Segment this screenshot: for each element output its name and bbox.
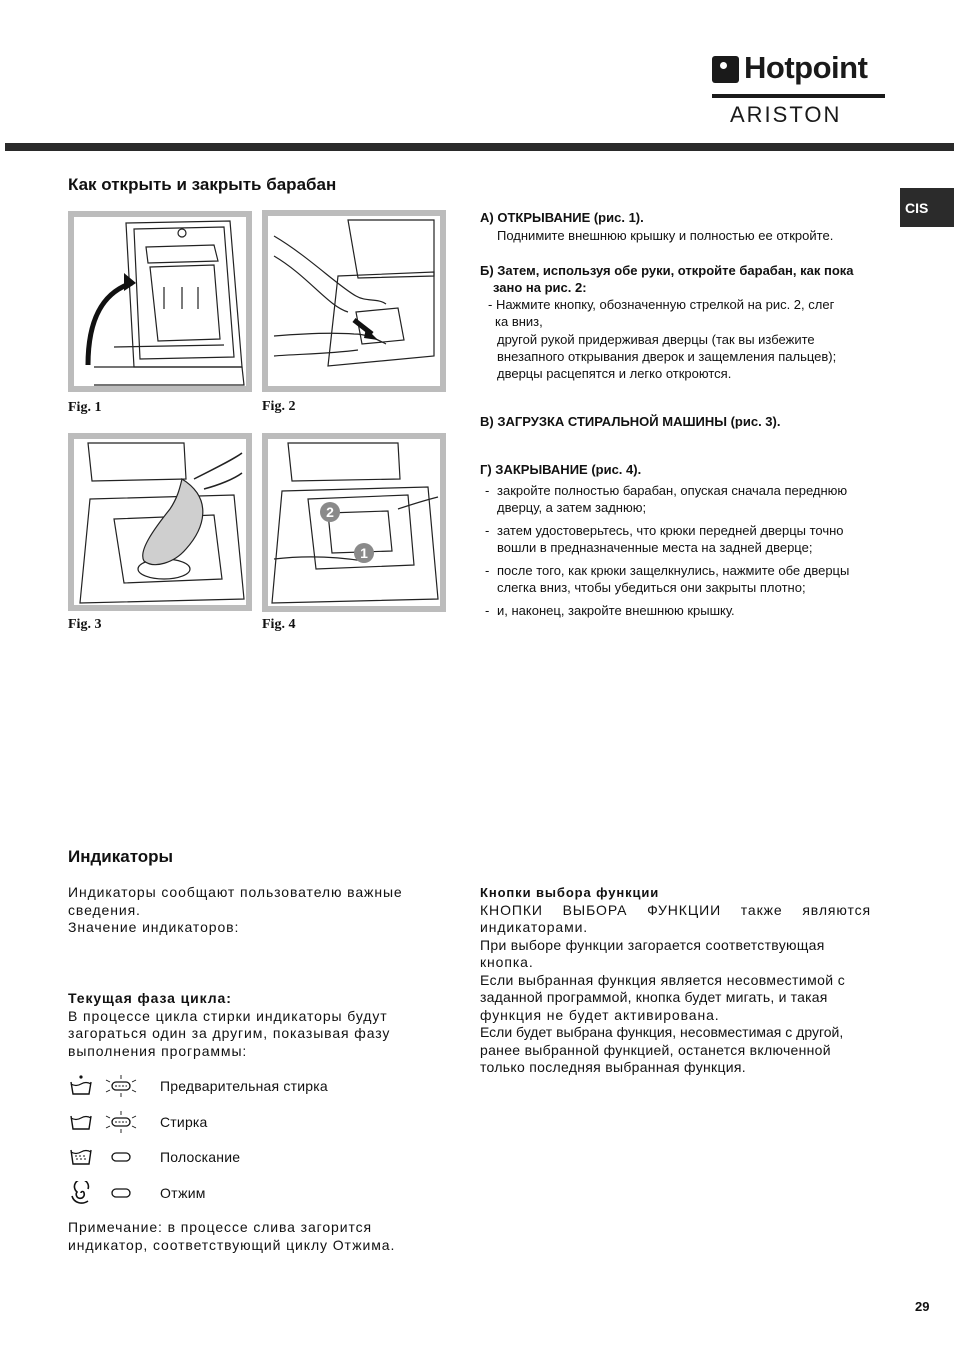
list-item-line-1: после того, как крюки защелкнулись, нажмите обе дверцы: [497, 563, 850, 578]
figure-1-caption: Fig. 1: [68, 400, 102, 415]
indicator-light-off-icon: [104, 1145, 138, 1169]
fig3-illustration: [74, 439, 246, 605]
note-line-2: индикатор, соответствующий циклу Отжима.: [68, 1236, 396, 1253]
phase-title: Текущая фаза цикла:: [68, 990, 232, 1006]
step-b-line-3: другой рукой придерживая дверцы (так вы избежите: [497, 332, 815, 347]
intro-line-2: сведения.: [68, 901, 141, 918]
figure-2-caption: Fig. 2: [262, 399, 296, 414]
indicator-light-blinking-icon: [104, 1074, 138, 1098]
note-block: [68, 1219, 446, 1254]
indicator-light-off-icon: [104, 1181, 138, 1205]
function-line: заданной программой, кнопка будет мигать, и такая: [480, 989, 828, 1005]
phase-line-3: выполнения программы:: [68, 1042, 248, 1059]
language-tab: CIS: [900, 188, 954, 227]
function-line: индикаторами.: [480, 919, 589, 935]
rinse-icon: [68, 1145, 94, 1169]
list-item: [485, 562, 895, 602]
step-b-title-1: Б) Затем, используя обе руки, откройте барабан, как пока: [480, 263, 854, 278]
section-title-drum: Как открыть и закрыть барабан: [68, 175, 337, 194]
indicator-row-spin: [68, 1181, 206, 1205]
list-item-line-2: слегка вниз, чтобы убедиться они закрыты плотно;: [497, 580, 806, 595]
indicator-label: Отжим: [160, 1185, 206, 1201]
figure-4: [262, 433, 446, 612]
function-block: [480, 884, 871, 1077]
step-d-title: Г) ЗАКРЫВАНИЕ (рис. 4).: [480, 462, 642, 477]
fig1-illustration: [74, 217, 246, 386]
function-title: Кнопки выбора функции: [480, 885, 660, 900]
step-b-line-4: внезапного открывания дверок и защемления пальцев);: [497, 349, 837, 364]
indicator-light-blinking-icon: [104, 1110, 138, 1134]
figure-1: [68, 211, 252, 392]
list-item-line-2: дверцу, а затем заднюю;: [497, 500, 647, 515]
step-b-line-5: дверцы расцепятся и легко откроются.: [497, 366, 732, 381]
page-number: 29: [915, 1299, 930, 1314]
list-item-line-1: и, наконец, закройте внешнюю крышку.: [497, 603, 735, 618]
header-rule: [5, 143, 954, 151]
figure-3-caption: Fig. 3: [68, 617, 102, 632]
function-line: КНОПКИ ВЫБОРА ФУНКЦИИ также являются: [480, 901, 871, 918]
indicators-intro: [68, 884, 446, 937]
step-b-line-2: ка вниз,: [495, 314, 543, 329]
fig4-illustration: [268, 439, 440, 606]
phase-line-2: загораться один за другим, показывая фазу: [68, 1025, 391, 1041]
list-item: [485, 482, 895, 522]
intro-line-1: Индикаторы сообщают пользователю важные: [68, 884, 403, 900]
indicator-row-wash: [68, 1110, 208, 1134]
logo-brand-name: Hotpoint: [744, 50, 868, 85]
function-line: Если будет выбрана функция, несовместимая с другой,: [480, 1024, 844, 1040]
phase-block: [68, 990, 446, 1060]
list-item-line-1: затем удостоверьтесь, что крюки передней дверцы точно: [497, 523, 844, 538]
function-line: ранее выбранной функцией, останется включенной: [480, 1041, 831, 1058]
section-title-indicators: Индикаторы: [68, 847, 174, 866]
figure-3: [68, 433, 252, 611]
indicator-row-rinse: [68, 1145, 240, 1169]
step-b-title-2: зано на рис. 2:: [493, 280, 587, 295]
list-item-dash: -: [485, 563, 490, 578]
fig4-marker-2: 2: [320, 502, 340, 522]
step-a-title: А) ОТКРЫВАНИЕ (рис. 1).: [480, 210, 644, 225]
indicator-label: Полоскание: [160, 1149, 241, 1165]
prewash-icon: [68, 1074, 94, 1098]
fig2-illustration: [268, 216, 440, 386]
indicator-label: Стирка: [160, 1114, 208, 1130]
function-line: кнопка.: [480, 954, 534, 970]
list-item-dash: -: [485, 603, 490, 618]
function-line: При выборе функции загорается соответствующая: [480, 936, 825, 953]
logo-mark-icon: [712, 56, 739, 83]
function-line: Если выбранная функция является несовместимой с: [480, 971, 846, 988]
wash-icon: [68, 1110, 94, 1134]
step-c-title: В) ЗАГРУЗКА СТИРАЛЬНОЙ МАШИНЫ (рис. 3).: [480, 414, 781, 429]
spin-icon: [68, 1181, 94, 1205]
step-a-text: Поднимите внешнюю крышку и полностью ее откройте.: [497, 228, 834, 243]
list-item-line-1: закройте полностью барабан, опуская сначала переднюю: [497, 483, 848, 498]
note-line-1: Примечание: в процессе слива загорится: [68, 1219, 372, 1235]
list-item: [485, 522, 895, 562]
phase-line-1: В процессе цикла стирки индикаторы будут: [68, 1007, 388, 1024]
list-item: [485, 602, 895, 622]
intro-line-3: Значение индикаторов:: [68, 919, 240, 935]
list-item-dash: -: [485, 483, 490, 498]
function-line: функция не будет активирована.: [480, 1006, 720, 1023]
indicator-label: Предварительная стирка: [160, 1078, 328, 1094]
list-item-dash: -: [485, 523, 490, 538]
function-line: только последняя выбранная функция.: [480, 1059, 746, 1075]
logo-divider: [712, 94, 885, 98]
figure-2: [262, 210, 446, 392]
figure-4-caption: Fig. 4: [262, 617, 296, 632]
step-b-line-1: - Нажмите кнопку, обозначенную стрелкой на рис. 2, слег: [488, 297, 835, 312]
list-item-line-2: вошли в предназначенные места на задней дверце;: [497, 540, 813, 555]
logo-sub-name: ARISTON: [730, 102, 842, 127]
brand-logo: [712, 52, 887, 127]
fig4-marker-1: 1: [354, 543, 374, 563]
indicator-row-prewash: [68, 1074, 328, 1098]
step-d-list: [485, 482, 895, 622]
